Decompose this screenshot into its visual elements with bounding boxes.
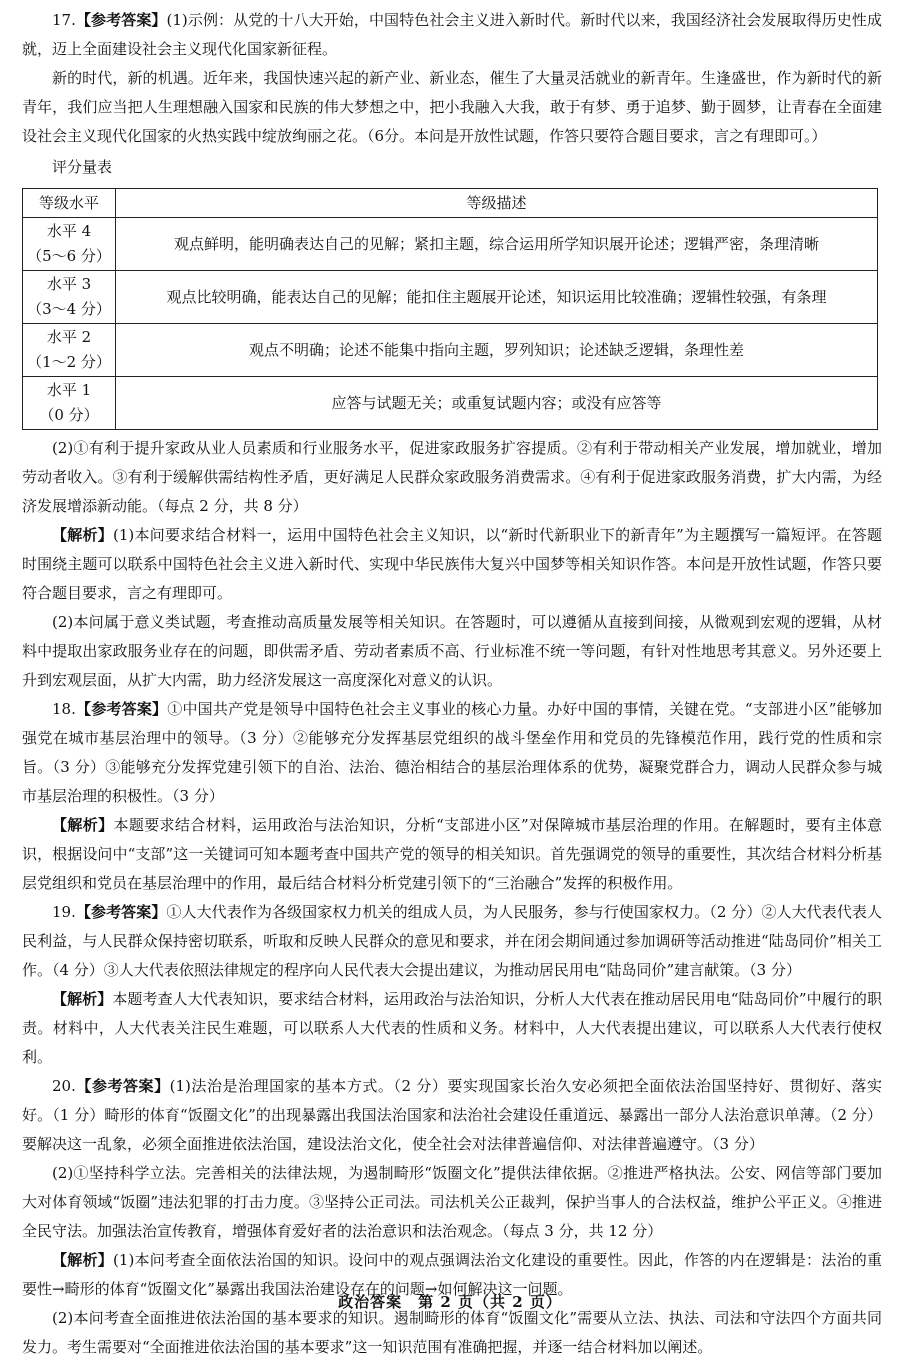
q17-answer-paragraph: 新的时代，新的机遇。近年来，我国快速兴起的新产业、新业态，催生了大量灵活就业的新青年。生逢盛世，作为新时代的新青年，我们应当把人生理想融入国家和民族的伟大梦想之中，把小我融入大我，敢于有梦、勇于追梦、勤于圆梦，让青春在全面建设社会主义现代化国家的火热实践中绽放绚丽之花。（6分。本问是开放性试题，作答只要符合题目要求，言之有理即可。） xyxy=(22,69,882,145)
level-description: 观点不明确；论述不能集中指向主题，罗列知识；论述缺乏逻辑，条理性差 xyxy=(116,324,878,377)
question-18 xyxy=(22,695,882,898)
level-description: 应答与试题无关；或重复试题内容；或没有应答等 xyxy=(116,377,878,430)
reference-answer-tag: 【参考答案】 xyxy=(75,700,168,718)
analysis-text: 本题考查人大代表知识，要求结合材料，运用政治与法治知识，分析人大代表在推动居民用电“陆岛同价”中履行的职责。材料中，人大代表关注民生难题，可以联系人大代表的性质和义务。材料中，人大代表提出建议，可以联系人大代表行使权利。 xyxy=(22,990,882,1066)
q17-answer-part2: (2)①有利于提升家政从业人员素质和行业服务水平，促进家政服务扩容提质。②有利于带动相关产业发展，增加就业，增加劳动者收入。③有利于缓解供需结构性矛盾，更好满足人民群众家政服务消费需求。④有利于促进家政服务消费，扩大内需，为经济发展增添新动能。（每点 2 分，共 8 分） xyxy=(22,439,882,515)
reference-answer-tag: 【参考答案】 xyxy=(75,11,167,29)
level-score: （3～4 分） xyxy=(27,300,111,318)
table-header-row xyxy=(23,189,878,218)
level-cell xyxy=(23,377,116,430)
q19-answer xyxy=(22,898,882,985)
reference-answer-tag: 【参考答案】 xyxy=(75,1077,170,1095)
analysis-text: 本题要求结合材料，运用政治与法治知识，分析“支部进小区”对保障城市基层治理的作用。在解题时，要有主体意识，根据设问中“支部”这一关键词可知本题考查中国共产党的领导的相关知识。首先强调党的领导的重要性，其次结合材料分析基层党组织和党员在基层治理中的作用，最后结合材料分析党建引领下的“三治融合”发挥的积极作用。 xyxy=(22,816,882,892)
question-20 xyxy=(22,1072,882,1362)
answer-text: (1)法治是治理国家的基本方式。（2 分）要实现国家长治久安必须把全面依法治国坚持好、贯彻好、落实好。（1 分）畸形的体育“饭圈文化”的出现暴露出我国法治国家和法治社会建设任重道远、暴露出一部分人法治意识单薄。（2 分）要解决这一乱象，必须全面推进依法治国，建设法治文化，使全社会对法律普遍信仰、对法律普遍遵守。（3 分） xyxy=(22,1077,882,1153)
table-row xyxy=(23,218,878,271)
level-cell xyxy=(23,271,116,324)
table-caption: 评分量表 xyxy=(52,158,113,176)
q20-answer-part2: (2)①坚持科学立法。完善相关的法律法规，为遏制畸形“饭圈文化”提供法律依据。②推进严格执法。公安、网信等部门要加大对体育领域“饭圈”违法犯罪的打击力度。③坚持公正司法。司法机关公正裁判，保护当事人的合法权益，维护公平正义。④推进全民守法。加强法治宣传教育，增强体育爱好者的法治意识和法治观念。（每点 3 分，共 12 分） xyxy=(22,1164,882,1240)
reference-answer-tag: 【参考答案】 xyxy=(75,903,167,921)
q17-analysis-part1 xyxy=(22,521,882,608)
table-row xyxy=(23,377,878,430)
level-name: 水平 2 xyxy=(46,328,92,346)
level-name: 水平 1 xyxy=(46,381,92,399)
level-description: 观点比较明确，能表达自己的见解；能扣住主题展开论述，知识运用比较准确；逻辑性较强，有条理 xyxy=(116,271,878,324)
level-score: （0 分） xyxy=(39,406,99,424)
scoring-table xyxy=(22,188,878,430)
level-description: 观点鲜明，能明确表达自己的见解；紧扣主题，综合运用所学知识展开论述；逻辑严密，条理清晰 xyxy=(116,218,878,271)
level-name: 水平 4 xyxy=(46,222,92,240)
q20-answer-part1 xyxy=(22,1072,882,1159)
analysis-tag: 【解析】 xyxy=(52,816,114,834)
analysis-tag: 【解析】 xyxy=(52,1251,114,1269)
question-19 xyxy=(22,898,882,1072)
level-name: 水平 3 xyxy=(46,275,92,293)
answer-text: ①人大代表作为各级国家权力机关的组成人员，为人民服务，参与行使国家权力。（2 分）②人大代表代表人民利益，与人民群众保持密切联系，听取和反映人民群众的意见和要求，并在闭会期间通过参加调研等活动推进“陆岛同价”相关工作。（4 分）③人大代表依照法律规定的程序向人民代表大会提出建议，为推动居民用电“陆岛同价”建言献策。（3 分） xyxy=(22,903,882,979)
question-number: 19. xyxy=(52,903,76,921)
q18-analysis xyxy=(22,811,882,898)
q19-analysis xyxy=(22,985,882,1072)
table-row xyxy=(23,324,878,377)
question-17 xyxy=(22,6,882,695)
q17-answer-part1 xyxy=(22,6,882,64)
analysis-text: (1)本问考查全面依法治国的知识。设问中的观点强调法治文化建设的重要性。因此，作答的内在逻辑是：法治的重要性→畸形的体育“饭圈文化”暴露出我国法治建设存在的问题→如何解决这一问题。 xyxy=(22,1251,882,1298)
header-description: 等级描述 xyxy=(116,189,878,218)
level-cell xyxy=(23,324,116,377)
page-footer: 政治答案 第 2 页（共 2 页） xyxy=(338,1293,562,1311)
q17-analysis-part2: (2)本问属于意义类试题，考查推动高质量发展等相关知识。在答题时，可以遵循从直接到间接，从微观到宏观的逻辑，从材料中提取出家政服务业存在的问题，即供需矛盾、劳动者素质不高、行业标准不统一等问题，有针对性地思考其意义。另外还要上升到宏观层面，从扩大内需，助力经济发展这一高度深化对意义的认识。 xyxy=(22,613,882,689)
q18-answer xyxy=(22,695,882,811)
level-score: （1～2 分） xyxy=(27,353,111,371)
analysis-tag: 【解析】 xyxy=(52,990,113,1008)
table-row xyxy=(23,271,878,324)
question-number: 18. xyxy=(52,700,76,718)
analysis-text: (1)本问要求结合材料一，运用中国特色社会主义知识，以“新时代新职业下的新青年”为主题撰写一篇短评。在答题时围绕主题可以联系中国特色社会主义进入新时代、实现中华民族伟大复兴中国梦等相关知识作答。本问是开放性试题，作答只要符合题目要求，言之有理即可。 xyxy=(22,526,882,602)
answer-page xyxy=(22,6,882,1362)
answer-text: (1)示例：从党的十八大开始，中国特色社会主义进入新时代。新时代以来，我国经济社会发展取得历史性成就，迈上全面建设社会主义现代化国家新征程。 xyxy=(22,11,882,58)
q20-analysis-part2: (2)本问考查全面推进依法治国的基本要求的知识。遏制畸形的体育“饭圈文化”需要从立法、执法、司法和守法四个方面共同发力。考生需要对“全面推进依法治国的基本要求”这一知识范围有准确把握，并逐一结合材料加以阐述。 xyxy=(22,1309,882,1356)
level-score: （5～6 分） xyxy=(27,247,111,265)
level-cell xyxy=(23,218,116,271)
header-level: 等级水平 xyxy=(23,189,116,218)
analysis-tag: 【解析】 xyxy=(52,526,113,544)
question-number: 17. xyxy=(52,11,76,29)
question-number: 20. xyxy=(52,1077,76,1095)
answer-text: ①中国共产党是领导中国特色社会主义事业的核心力量。办好中国的事情，关键在党。“支部进小区”能够加强党在城市基层治理中的领导。（3 分）②能够充分发挥基层党组织的战斗堡垒作用和党员的先锋模范作用，践行党的性质和宗旨。（3 分）③能够充分发挥党建引领下的自治、法治、德治相结合的基层治理体系的优势，凝聚党群合力，调动人民群众参与城市基层治理的积极性。（3 分） xyxy=(22,700,882,805)
